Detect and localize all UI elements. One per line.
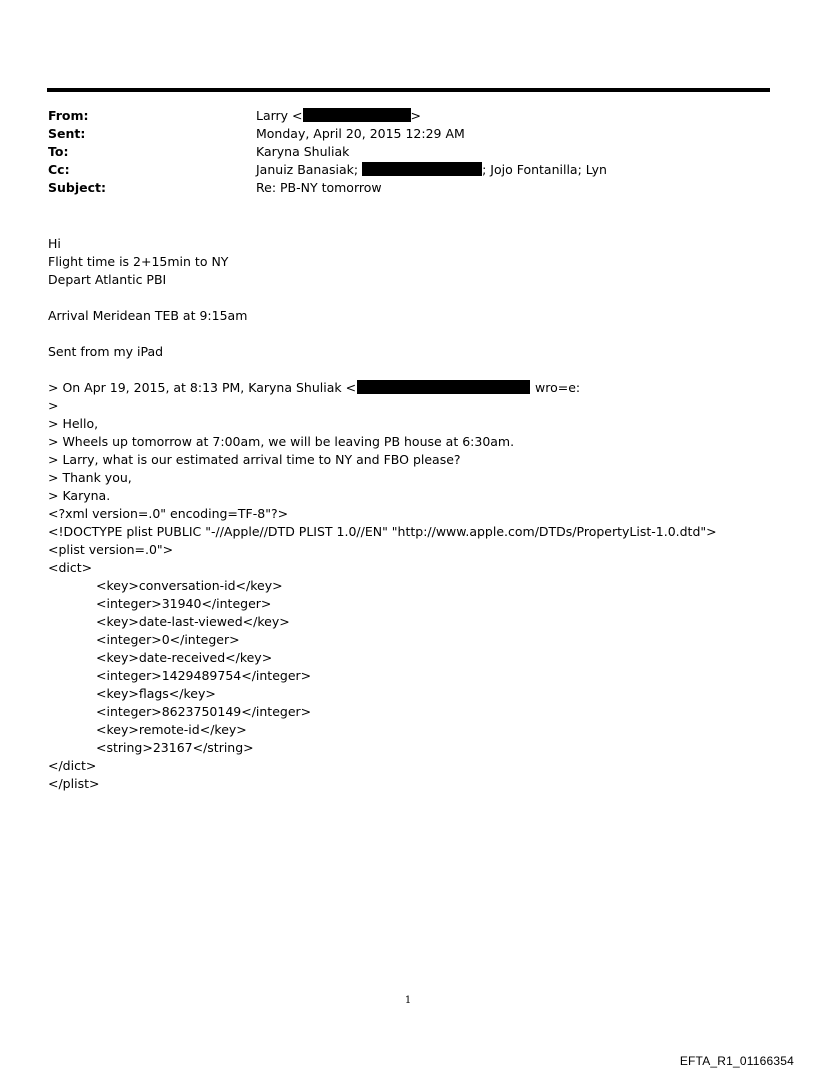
document-id: EFTA_R1_01166354	[679, 1054, 794, 1068]
xml-line: <plist version=.0">	[48, 542, 174, 557]
sent-label: Sent:	[48, 126, 86, 141]
cc-value	[256, 161, 607, 179]
quote-intro-end: wro=e:	[531, 380, 581, 395]
body-line: Arrival Meridean TEB at 9:15am	[48, 308, 248, 323]
xml-line: <dict>	[48, 560, 93, 575]
quoted-line: > Wheels up tomorrow at 7:00am, we will be leaving PB house at 6:30am.	[48, 434, 515, 449]
xml-line: <key>date-last-viewed</key>	[96, 614, 290, 629]
xml-line: <integer>1429489754</integer>	[96, 668, 312, 683]
xml-line: </plist>	[48, 776, 100, 791]
sent-row	[48, 125, 768, 143]
quoted-line: > Hello,	[48, 416, 99, 431]
cc-end: ; Jojo Fontanilla; Lyn	[482, 162, 607, 177]
from-label: From:	[48, 108, 89, 123]
cc-label: Cc:	[48, 162, 70, 177]
subject-row	[48, 179, 768, 197]
redaction-box	[357, 380, 530, 394]
body-line: Flight time is 2+15min to NY	[48, 254, 229, 269]
xml-line: <key>flags</key>	[96, 686, 216, 701]
xml-line: <?xml version=.0" encoding=TF-8"?>	[48, 506, 289, 521]
to-label: To:	[48, 144, 69, 159]
signature-line: Sent from my iPad	[48, 344, 164, 359]
header-rule	[47, 88, 770, 92]
to-row	[48, 143, 768, 161]
xml-line: <integer>0</integer>	[96, 632, 240, 647]
xml-line: </dict>	[48, 758, 97, 773]
email-body	[48, 235, 778, 793]
cc-row	[48, 161, 768, 179]
xml-line: <!DOCTYPE plist PUBLIC "-//Apple//DTD PLIST 1.0//EN" "http://www.apple.com/DTDs/PropertyList-1.0.dtd">	[48, 524, 717, 539]
body-line: Depart Atlantic PBI	[48, 272, 167, 287]
xml-line: <integer>8623750149</integer>	[96, 704, 312, 719]
email-header	[48, 107, 768, 197]
xml-line: <key>conversation-id</key>	[96, 578, 283, 593]
subject-value: Re: PB-NY tomorrow	[256, 180, 382, 195]
subject-label: Subject:	[48, 180, 106, 195]
blank-line	[48, 361, 778, 379]
redaction-box	[303, 108, 411, 122]
quoted-line: > Karyna.	[48, 488, 111, 503]
body-line: Hi	[48, 236, 61, 251]
xml-line: <key>date-received</key>	[96, 650, 273, 665]
xml-line: <string>23167</string>	[96, 740, 254, 755]
from-end: >	[410, 108, 422, 123]
from-name: Larry <	[256, 108, 303, 123]
from-value	[256, 107, 421, 125]
sent-value: Monday, April 20, 2015 12:29 AM	[256, 126, 465, 141]
quoted-line: > Larry, what is our estimated arrival time to NY and FBO please?	[48, 452, 461, 467]
page-number: 1	[404, 995, 412, 1006]
redaction-box	[362, 162, 482, 176]
quote-intro-start: > On Apr 19, 2015, at 8:13 PM, Karyna Shuliak <	[48, 380, 357, 395]
quote-intro	[48, 379, 778, 397]
quoted-line: > Thank you,	[48, 470, 132, 485]
to-value: Karyna Shuliak	[256, 144, 350, 159]
cc-start: Januiz Banasiak;	[256, 162, 363, 177]
blank-line	[48, 289, 778, 307]
xml-line: <integer>31940</integer>	[96, 596, 272, 611]
xml-line: <key>remote-id</key>	[96, 722, 247, 737]
from-row	[48, 107, 768, 125]
blank-line	[48, 325, 778, 343]
quoted-line: >	[48, 398, 59, 413]
